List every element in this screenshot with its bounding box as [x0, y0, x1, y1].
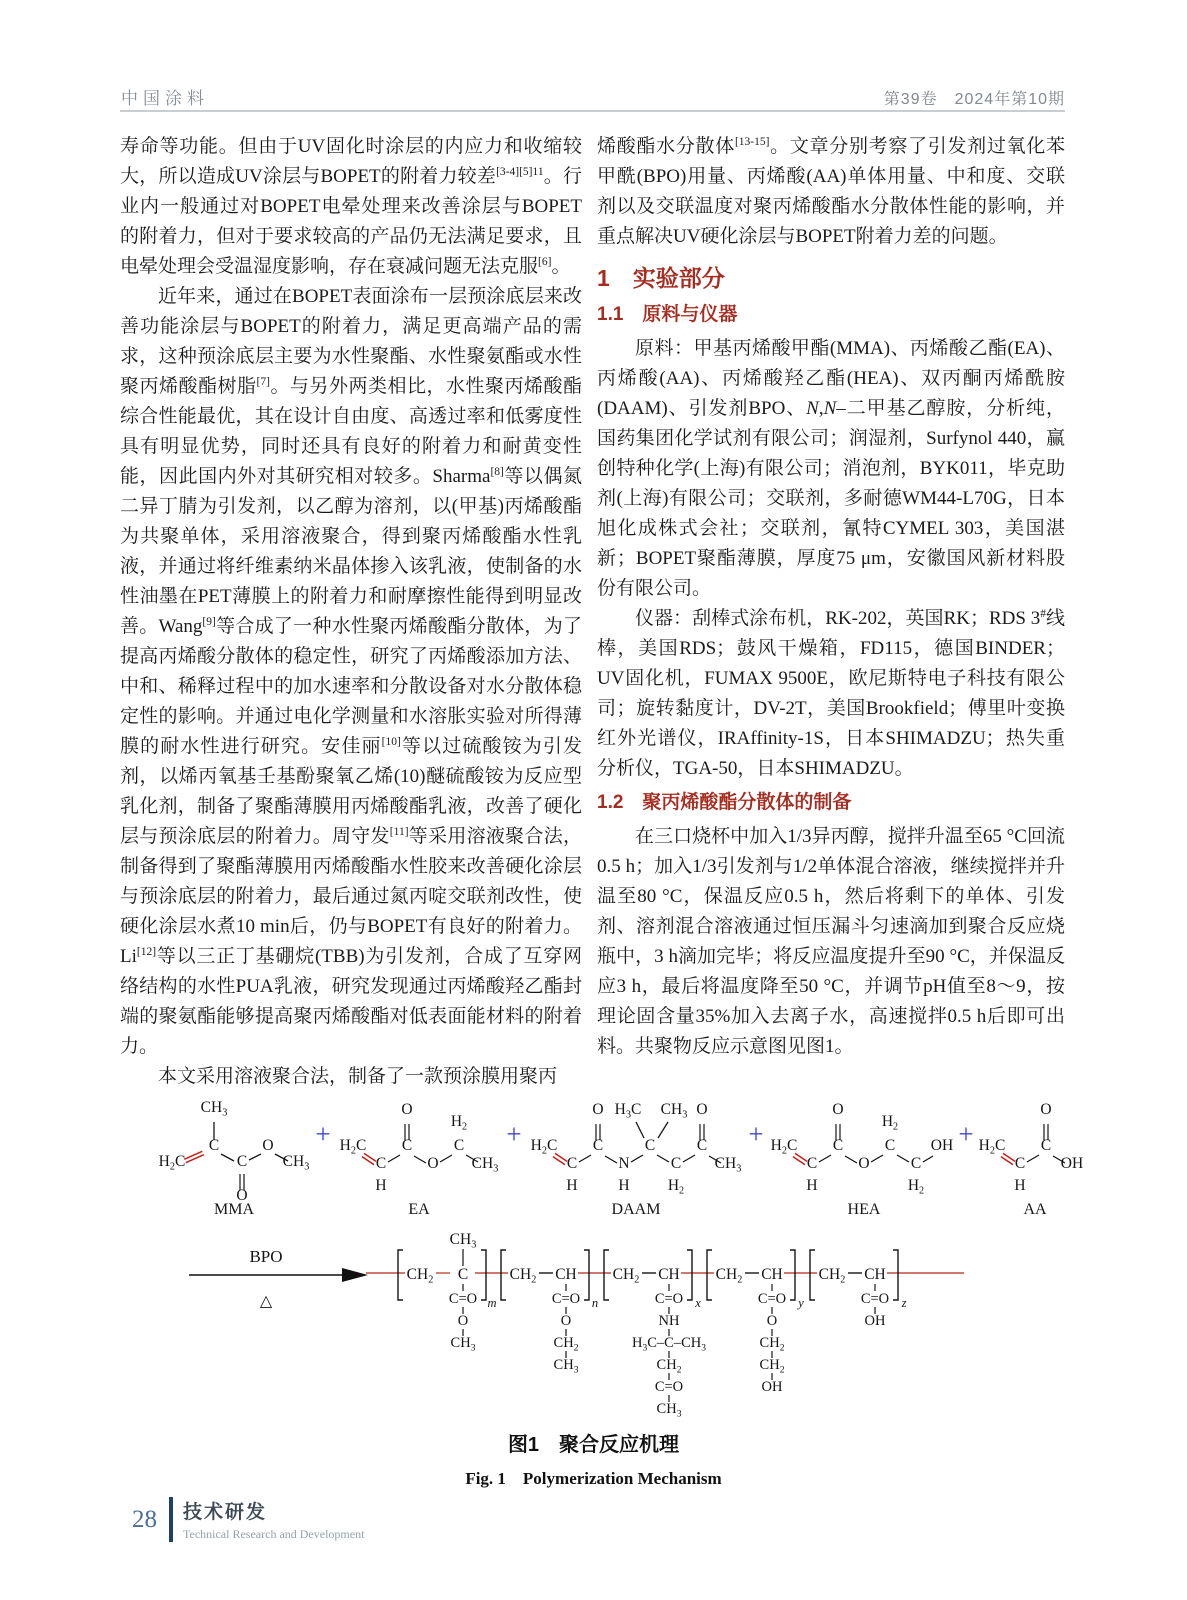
svg-text:CH2: $CH_2$ [553, 1335, 579, 1354]
header-rule [120, 110, 1065, 112]
paragraph-materials: 原料：甲基丙烯酸甲酯(MMA)、丙烯酸乙酯(EA)、丙烯酸(AA)、丙烯酸羟乙酯(HEA)、双丙酮丙烯酰胺(DAAM)、引发剂BPO、N,N–二甲基乙醇胺，分析纯，国药集团化学试剂有限公司；润湿剂，Surfynol 440，赢创特种化学(上海)有限公司；消泡剂，BYK011，毕克助剂(上海)有限公司；交联剂，多耐德WM44-L70G，日本旭化成株式会社；交联剂，氰特CYMEL 303，美国湛新；BOPET聚酯薄膜，厚度75 μm，安徽国风新材料股份有限公司。 [597, 338, 1065, 599]
svg-text:CH3: $CH_3$ [714, 1155, 742, 1175]
footer-section [183, 1497, 364, 1542]
svg-text:CH: CH [555, 1266, 577, 1283]
svg-text:+: + [958, 1119, 974, 1149]
svg-text:H2C: $H_2C$ [530, 1137, 558, 1157]
figure-caption [0, 1428, 1187, 1489]
svg-text:O: O [1040, 1101, 1052, 1118]
svg-text:C: C [1040, 1137, 1052, 1154]
svg-text:C=O: C=O [654, 1291, 684, 1307]
svg-text:n: n [591, 1296, 599, 1310]
svg-text:C: C [1014, 1155, 1026, 1172]
section-1-1-heading: 1.1 原料与仪器 [597, 304, 738, 325]
svg-text:H3C: $H_3C$ [614, 1101, 642, 1121]
svg-text:CH2: $CH_2$ [509, 1266, 537, 1286]
svg-text:H: H [566, 1177, 578, 1194]
svg-text:C: C [832, 1137, 844, 1154]
svg-text:H: H [806, 1177, 818, 1194]
svg-text:O: O [457, 1313, 469, 1329]
svg-text:H2: $H_2$ [667, 1177, 685, 1197]
svg-text:CH3: $CH_3$ [200, 1099, 228, 1119]
svg-text:O: O [832, 1101, 844, 1118]
svg-text:EA: EA [408, 1201, 430, 1218]
svg-text:OH: OH [1060, 1155, 1084, 1172]
section-label-en: Technical Research and Development [183, 1527, 365, 1541]
paragraph-this-work: 本文采用溶液聚合法，制备了一款预涂膜用聚丙 [158, 1066, 558, 1087]
figure-caption-en: Fig. 1 Polymerization Mechanism [465, 1469, 722, 1488]
svg-text:C: C [208, 1137, 220, 1154]
svg-text:CH2: $CH_2$ [715, 1266, 743, 1286]
svg-text:H: H [618, 1177, 630, 1194]
svg-text:BPO: BPO [249, 1247, 283, 1266]
svg-text:C: C [910, 1155, 922, 1172]
right-column [597, 132, 1065, 1062]
page-footer [132, 1497, 364, 1542]
svg-text:x: x [695, 1296, 701, 1310]
figure-polymerization-scheme [114, 1078, 1094, 1423]
svg-text:z: z [901, 1296, 907, 1310]
svg-text:y: y [798, 1296, 804, 1310]
svg-text:AA: AA [1023, 1201, 1047, 1218]
svg-text:+: + [315, 1119, 331, 1149]
svg-text:CH2: $CH_2$ [406, 1266, 434, 1286]
svg-text:C=O: C=O [551, 1291, 581, 1307]
svg-text:CH: CH [658, 1266, 680, 1283]
svg-text:CH: CH [864, 1266, 886, 1283]
svg-text:H2C: $H_2C$ [339, 1137, 367, 1157]
journal-name: 中国涂料 [121, 89, 209, 108]
svg-text:O: O [262, 1137, 274, 1154]
svg-text:+: + [748, 1119, 764, 1149]
left-column [120, 132, 582, 1092]
section-1-2-heading: 1.2 聚丙烯酸酯分散体的制备 [597, 792, 852, 813]
svg-text:H2: $H_2$ [907, 1177, 925, 1197]
svg-text:DAAM: DAAM [611, 1201, 661, 1218]
svg-text:MMA: MMA [213, 1201, 255, 1218]
svg-text:HEA: HEA [847, 1201, 881, 1218]
svg-text:CH3: $CH_3$ [471, 1155, 499, 1175]
svg-text:C: C [884, 1137, 896, 1154]
svg-text:NH: NH [658, 1313, 680, 1329]
svg-text:m: m [487, 1296, 497, 1310]
svg-text:CH2: $CH_2$ [656, 1357, 682, 1376]
svg-text:H2C: $H_2C$ [770, 1137, 798, 1157]
svg-text:CH2: $CH_2$ [759, 1335, 785, 1354]
svg-text:CH: CH [761, 1266, 783, 1283]
svg-text:C: C [566, 1155, 578, 1172]
svg-text:C=O: C=O [757, 1291, 787, 1307]
svg-text:C: C [592, 1137, 604, 1154]
svg-text:O: O [560, 1313, 572, 1329]
svg-text:CH3: $CH_3$ [282, 1153, 310, 1173]
svg-text:C=O: C=O [448, 1291, 478, 1307]
svg-text:CH3: $CH_3$ [450, 1335, 476, 1354]
svg-text:OH: OH [761, 1379, 783, 1395]
svg-text:CH3: $CH_3$ [656, 1401, 682, 1420]
svg-text:O: O [401, 1101, 413, 1118]
svg-text:OH: OH [864, 1313, 886, 1329]
paragraph-preparation: 在三口烧杯中加入1/3异丙醇，搅拌升温至65 °C回流0.5 h；加入1/3引发剂与1/2单体混合溶液，继续搅拌并升温至80 °C，保温反应0.5 h，然后将剩下的单体、引发剂、溶剂混合溶液通过恒压漏斗匀速滴加到聚合反应烧瓶中，3 h滴加完毕；将反应温度提升至90 °C，并保温反应3 h，最后将温度降至50 °C，并调节pH值至8～9，按理论固含量35%加入去离子水，高速搅拌0.5 h后即可出料。共聚物反应示意图见图1。 [597, 826, 1065, 1057]
svg-text:CH3: $CH_3$ [660, 1101, 688, 1121]
svg-text:OH: OH [930, 1137, 954, 1154]
issue-info: 第39卷 2024年第10期 [883, 91, 1065, 108]
svg-text:+: + [506, 1119, 522, 1149]
svg-text:H2: $H_2$ [450, 1113, 468, 1133]
svg-text:C: C [644, 1137, 656, 1154]
svg-text:O: O [427, 1155, 439, 1172]
svg-text:H3C–C–CH3: $H_3C-C-CH_3$ [631, 1335, 707, 1354]
paragraph-uv-adhesion: 寿命等功能。但由于UV固化时涂层的内应力和收缩较大，所以造成UV涂层与BOPET的附着力较差$^{[3-4][5]11}$。行业内一般通过对BOPET电晕处理来改善涂层与BOPET的附着力，但对于要求较高的产品仍无法满足要求，且电晕处理会受温湿度影响，存在衰减问题无法克服[6]。 [120, 136, 582, 277]
svg-text:CH3: $CH_3$ [449, 1231, 477, 1251]
svg-text:H: H [375, 1177, 387, 1194]
svg-text:C: C [457, 1266, 469, 1283]
svg-text:C=O: C=O [860, 1291, 890, 1307]
svg-text:C: C [696, 1137, 708, 1154]
svg-text:CH2: $CH_2$ [759, 1357, 785, 1376]
paragraph-precoat-review: 近年来，通过在BOPET表面涂布一层预涂底层来改善功能涂层与BOPET的附着力，满足更高端产品的需求，这种预涂底层主要为水性聚酯、水性聚氨酯或水性聚丙烯酸酯树脂[7]。与另外两类相比，水性聚丙烯酸酯综合性能最优，其在设计自由度、高透过率和低雾度性具有明显优势，同时还具有良好的附着力和耐黄变性能，因此国内外对其研究相对较多。Sharma[8]等以偶氮二异丁腈为引发剂，以乙醇为溶剂，以(甲基)丙烯酸酯为共聚单体，采用溶液聚合，得到聚丙烯酸酯水性乳液，并通过将纤维素纳米晶体掺入该乳液，使制备的水性油墨在PET薄膜上的附着力和耐摩擦性能得到明显改善。Wang[9]等合成了一种水性聚丙烯酸酯分散体，为了提高丙烯酸分散体的稳定性，研究了丙烯酸添加方法、中和、稀释过程中的加水速率和分散设备对水分散体稳定性的影响。并通过电化学测量和水溶胀实验对所得薄膜的耐水性进行研究。安佳丽[10]等以过硫酸铵为引发剂，以烯丙氧基壬基酚聚氧乙烯(10)醚硫酸铵为反应型乳化剂，制备了聚酯薄膜用丙烯酸酯乳液，改善了硬化层与预涂底层的附着力。周守发[11]等采用溶液聚合法，制备得到了聚酯薄膜用丙烯酸酯水性胶来改善硬化涂层与预涂底层的附着力，最后通过氮丙啶交联剂改性，使硬化涂层水煮10 min后，仍与BOPET有良好的附着力。Li[12]等以三正丁基硼烷(TBB)为引发剂，合成了互穿网络结构的水性PUA乳液，研究发现通过丙烯酸羟乙酯封端的聚氨酯能够提高聚丙烯酸酯对低表面能材料的附着力。 [120, 286, 582, 1057]
section-1-heading: 1 实验部分 [597, 265, 725, 291]
svg-text:N: N [618, 1155, 630, 1172]
svg-text:C: C [401, 1137, 413, 1154]
paragraph-study-scope: 烯酸酯水分散体[13-15]。文章分别考察了引发剂过氧化苯甲酰(BPO)用量、丙烯酸(AA)单体用量、中和度、交联剂以及交联温度对聚丙烯酸酯水分散体性能的影响，并重点解决UV硬化涂层与BOPET附着力差的问题。 [597, 136, 1065, 247]
page-number: 28 [132, 1505, 157, 1533]
svg-text:H2C: $H_2C$ [978, 1137, 1006, 1157]
svg-text:C: C [453, 1137, 465, 1154]
svg-text:C=O: C=O [654, 1379, 684, 1395]
footer-divider [169, 1497, 173, 1542]
svg-text:O: O [766, 1313, 778, 1329]
svg-text:CH2: $CH_2$ [818, 1266, 846, 1286]
svg-text:O: O [696, 1101, 708, 1118]
svg-text:H2C: $H_2C$ [158, 1153, 186, 1173]
svg-text:△: △ [259, 1293, 273, 1310]
paragraph-instruments: 仪器：刮棒式涂布机，RK-202，英国RK；RDS 3#线棒，美国RDS；鼓风干燥箱，FD115，德国BINDER；UV固化机，FUMAX 9500E，欧尼斯特电子科技有限公司；旋转黏度计，DV-2T，美国Brookfield；傅里叶变换红外光谱仪，IRAffinity-1S，日本SHIMADZU；热失重分析仪，TGA-50，日本SHIMADZU。 [597, 608, 1065, 779]
svg-text:O: O [236, 1187, 248, 1204]
svg-text:O: O [592, 1101, 604, 1118]
section-label-cn: 技术研发 [183, 1502, 268, 1523]
svg-text:CH3: $CH_3$ [553, 1357, 579, 1376]
svg-text:C: C [236, 1153, 248, 1170]
figure-caption-cn: 图1 聚合反应机理 [507, 1434, 680, 1456]
svg-text:C: C [806, 1155, 818, 1172]
svg-text:C: C [375, 1155, 387, 1172]
svg-text:O: O [858, 1155, 870, 1172]
svg-text:H: H [1014, 1177, 1026, 1194]
svg-text:C: C [670, 1155, 682, 1172]
svg-text:CH2: $CH_2$ [612, 1266, 640, 1286]
svg-text:H2: $H_2$ [881, 1113, 899, 1133]
